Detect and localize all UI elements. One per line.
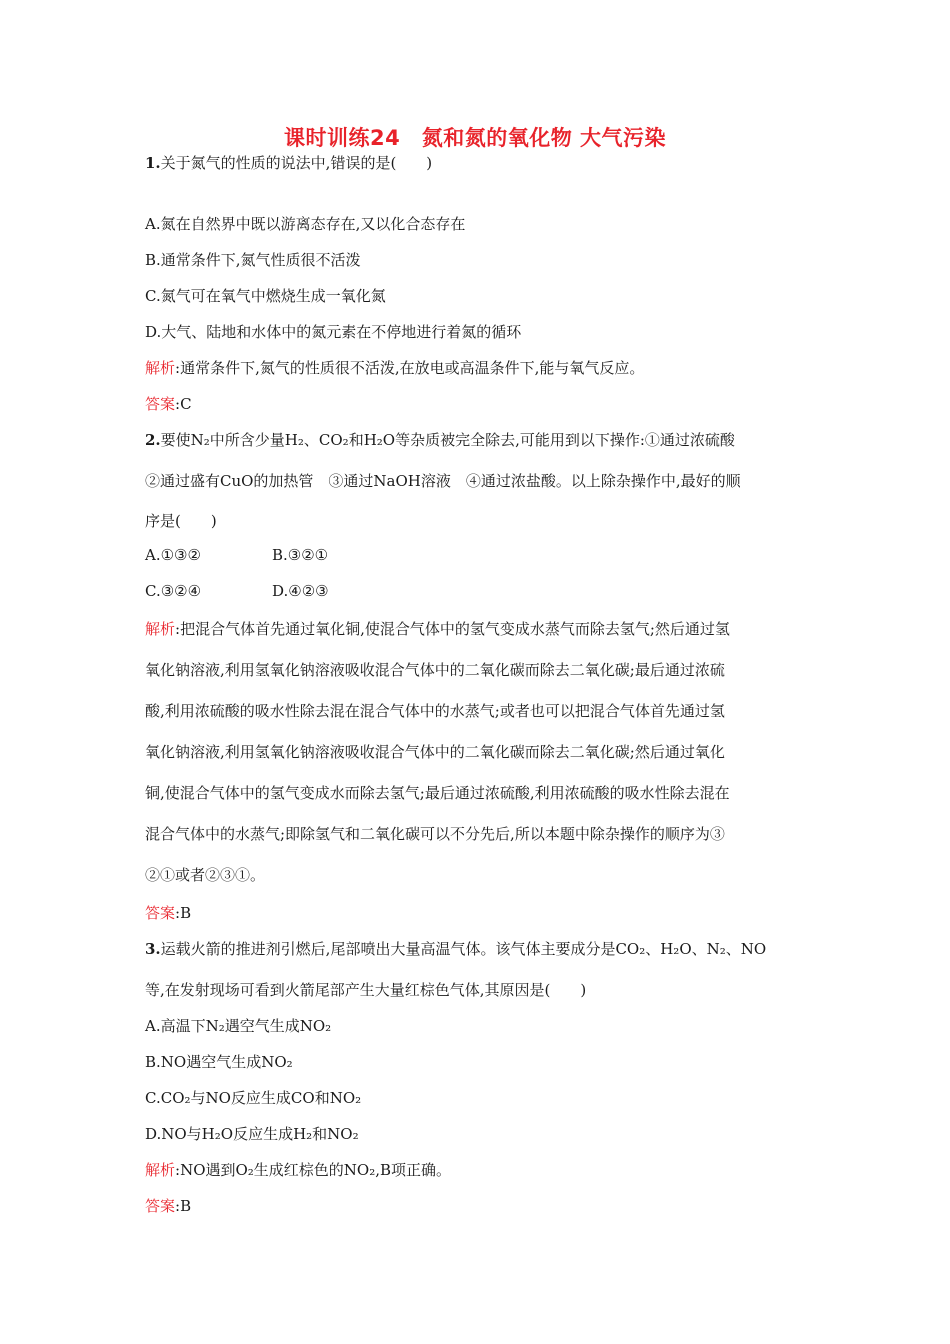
q3-analysis: 解析:NO遇到O₂生成红棕色的NO₂,B项正确。	[145, 1161, 452, 1179]
answer-label: 答案	[145, 1197, 176, 1215]
q2-stem-line-3: 序是( )	[145, 512, 217, 530]
analysis-label: 解析	[145, 359, 176, 377]
q2-answer: 答案:B	[145, 904, 192, 922]
q2-options-row-1	[145, 546, 328, 564]
q3-option-d: D.NO与H₂O反应生成H₂和NO₂	[145, 1125, 359, 1143]
q2-option-a: A.①③②	[145, 546, 201, 564]
q1-option-d: D.大气、陆地和水体中的氮元素在不停地进行着氮的循环	[145, 323, 522, 341]
q1-option-c: C.氮气可在氧气中燃烧生成一氧化氮	[145, 287, 386, 305]
q2-option-b: B.③②①	[272, 546, 329, 564]
q3-option-a: A.高温下N₂遇空气生成NO₂	[145, 1017, 332, 1035]
q2-analysis-line-5: 铜,使混合气体中的氢气变成水而除去氢气;最后通过浓硫酸,利用浓硫酸的吸水性除去混在	[145, 784, 730, 802]
q3-option-b: B.NO遇空气生成NO₂	[145, 1053, 293, 1071]
q2-option-d: D.④②③	[272, 582, 329, 600]
q3-stem-line-2: 等,在发射现场可看到火箭尾部产生大量红棕色气体,其原因是( )	[145, 981, 587, 999]
q3-stem-line-1: 3.运载火箭的推进剂引燃后,尾部喷出大量高温气体。该气体主要成分是CO₂、H₂O、N₂、NO	[145, 940, 767, 958]
q2-stem-line-2: ②通过盛有CuO的加热管 ③通过NaOH溶液 ④通过浓盐酸。以上除杂操作中,最好的顺	[145, 472, 741, 490]
analysis-label: 解析	[145, 620, 176, 638]
analysis-label: 解析	[145, 1161, 176, 1179]
q2-analysis-line-3: 酸,利用浓硫酸的吸水性除去混在混合气体中的水蒸气;或者也可以把混合气体首先通过氢	[145, 702, 725, 720]
q2-analysis-line-7: ②①或者②③①。	[145, 866, 266, 884]
q2-option-c: C.③②④	[145, 582, 202, 600]
q3-answer: 答案:B	[145, 1197, 192, 1215]
q1-option-b: B.通常条件下,氮气性质很不活泼	[145, 251, 361, 269]
q1-option-a: A.氮在自然界中既以游离态存在,又以化合态存在	[145, 215, 466, 233]
q1-number: 1.	[145, 154, 161, 172]
q2-analysis-line-4: 氧化钠溶液,利用氢氧化钠溶液吸收混合气体中的二氧化碳而除去二氧化碳;然后通过氧化	[145, 743, 725, 761]
answer-label: 答案	[145, 395, 176, 413]
q2-analysis-line-1: 解析:把混合气体首先通过氧化铜,使混合气体中的氢气变成水蒸气而除去氢气;然后通过氢	[145, 620, 730, 638]
q2-stem-line-1: 2.要使N₂中所含少量H₂、CO₂和H₂O等杂质被完全除去,可能用到以下操作:①通过浓硫酸	[145, 431, 735, 449]
q1-analysis: 解析:通常条件下,氮气的性质很不活泼,在放电或高温条件下,能与氧气反应。	[145, 359, 645, 377]
page-title: 课时训练24 氮和氮的氧化物 大气污染	[283, 126, 667, 150]
q2-analysis-line-6: 混合气体中的水蒸气;即除氢气和二氧化碳可以不分先后,所以本题中除杂操作的顺序为③	[145, 825, 725, 843]
q3-option-c: C.CO₂与NO反应生成CO和NO₂	[145, 1089, 362, 1107]
answer-label: 答案	[145, 904, 176, 922]
q2-number: 2.	[145, 431, 161, 449]
q1-stem: 1.关于氮气的性质的说法中,错误的是( )	[145, 154, 433, 172]
q3-number: 3.	[145, 940, 161, 958]
q2-options-row-2	[145, 582, 329, 600]
q1-answer: 答案:C	[145, 395, 192, 413]
q2-analysis-line-2: 氧化钠溶液,利用氢氧化钠溶液吸收混合气体中的二氧化碳而除去二氧化碳;最后通过浓硫	[145, 661, 725, 679]
